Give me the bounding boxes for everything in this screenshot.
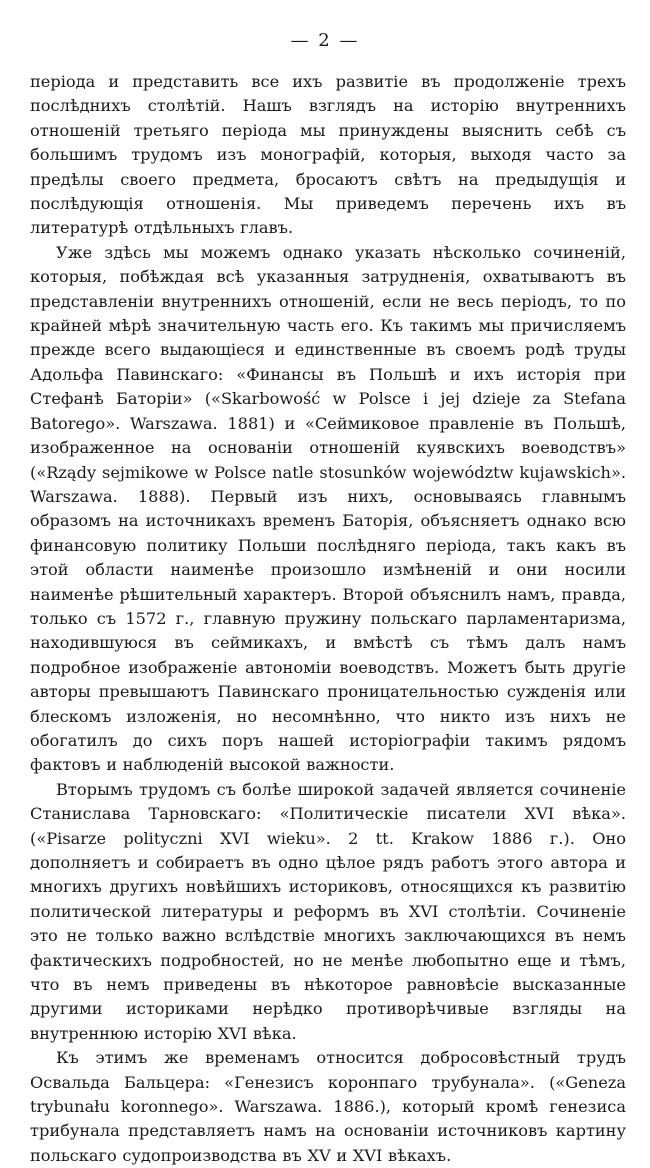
body-text bbox=[30, 70, 626, 1168]
paragraph-1: періода и представить все ихъ развитіе въ продолженіе трехъ послѣднихъ столѣтій. Нашъ взглядъ на исторію внутреннихъ отношеній третьяго періода мы принуждены выяснить себѣ съ большимъ трудомъ изъ монографій, которыя, выходя часто за предѣлы своего предмета, бросаютъ свѣтъ на предыдущія и послѣдующія отношенія. Мы приведемъ перечень ихъ въ литературѣ отдѣльныхъ главъ. bbox=[30, 72, 626, 238]
paragraph-4: Къ этимъ же временамъ относится добросовѣстный трудъ Освальда Бальцера: «Генезисъ коронпаго трубунала». («Geneza trybunału koronnego». Warszawa. 1886.), который кромѣ генезиса трибунала представляетъ намъ на основаніи источниковъ картину польскаго судопроизводства въ XV и XVI вѣкахъ. bbox=[30, 1048, 626, 1165]
page-number: — 2 — bbox=[290, 30, 360, 51]
paragraph-2: Уже здѣсь мы можемъ однако указать нѣсколько сочиненій, которыя, побѣждая всѣ указанныя затрудненія, охватываютъ въ представленіи внутреннихъ отношеній, если не весь періодъ, то по крайней мѣрѣ значительную часть его. Къ такимъ мы причисляемъ прежде всего выдающіеся и единственные въ своемъ родѣ труды Адольфа Павинскаго: «Финансы въ Польшѣ и ихъ исторія при Стефанѣ Баторіи» («Skarbowość w Polsce i jej dzieje za Stefana Batorego». Warszawa. 1881) и «Сеймиковое правленіе въ Польшѣ, изображенное на основаніи отношеній куявскихъ воеводствъ» («Rządy sejmikowe w Polsce natle stosunków województw kujawskich». Warszawa. 1888). Первый изъ нихъ, основываясь главнымъ образомъ на источникахъ временъ Баторія, объясняетъ однако всю финансовую политику Польши послѣдняго періода, такъ какъ въ этой области наименѣе произошло измѣненій и они носили наименѣе рѣшительный характеръ. Второй объяснилъ намъ, правда, только съ 1572 г., главную пружину польскаго парламентаризма, находившуюся въ сеймикахъ, и вмѣстѣ съ тѣмъ далъ намъ подробное изображеніе автономіи воеводствъ. Можетъ быть другіе авторы превышаютъ Павинскаго проницательностью сужденія или блескомъ изложенія, но несомнѣнно, что никто изъ нихъ не обогатилъ до сихъ поръ нашей исторіографіи такимъ рядомъ фактовъ и наблюденій высокой важности. bbox=[30, 242, 626, 775]
paragraph-3: Вторымъ трудомъ съ болѣе широкой задачей является сочиненіе Станислава Тарновскаго: «Политическіе писатели XVI вѣка». («Pisarze polityczni XVI wieku». 2 tt. Krakow 1886 г.). Оно дополняетъ и собираетъ въ одно цѣлое рядъ работъ этого автора и многихъ другихъ новѣйшихъ историковъ, относящихся къ развитію политической литературы и реформъ въ XVI столѣтіи. Сочиненіе это не только важно вслѣдствіе многихъ заключающихся въ немъ фактическихъ подробностей, но не менѣе любопытно еще и тѣмъ, что въ немъ приведены въ нѣкоторое равновѣсіе высказанные другими историками нерѣдко противорѣчивые взгляды на внутреннюю исторію XVI вѣка. bbox=[30, 779, 626, 1043]
